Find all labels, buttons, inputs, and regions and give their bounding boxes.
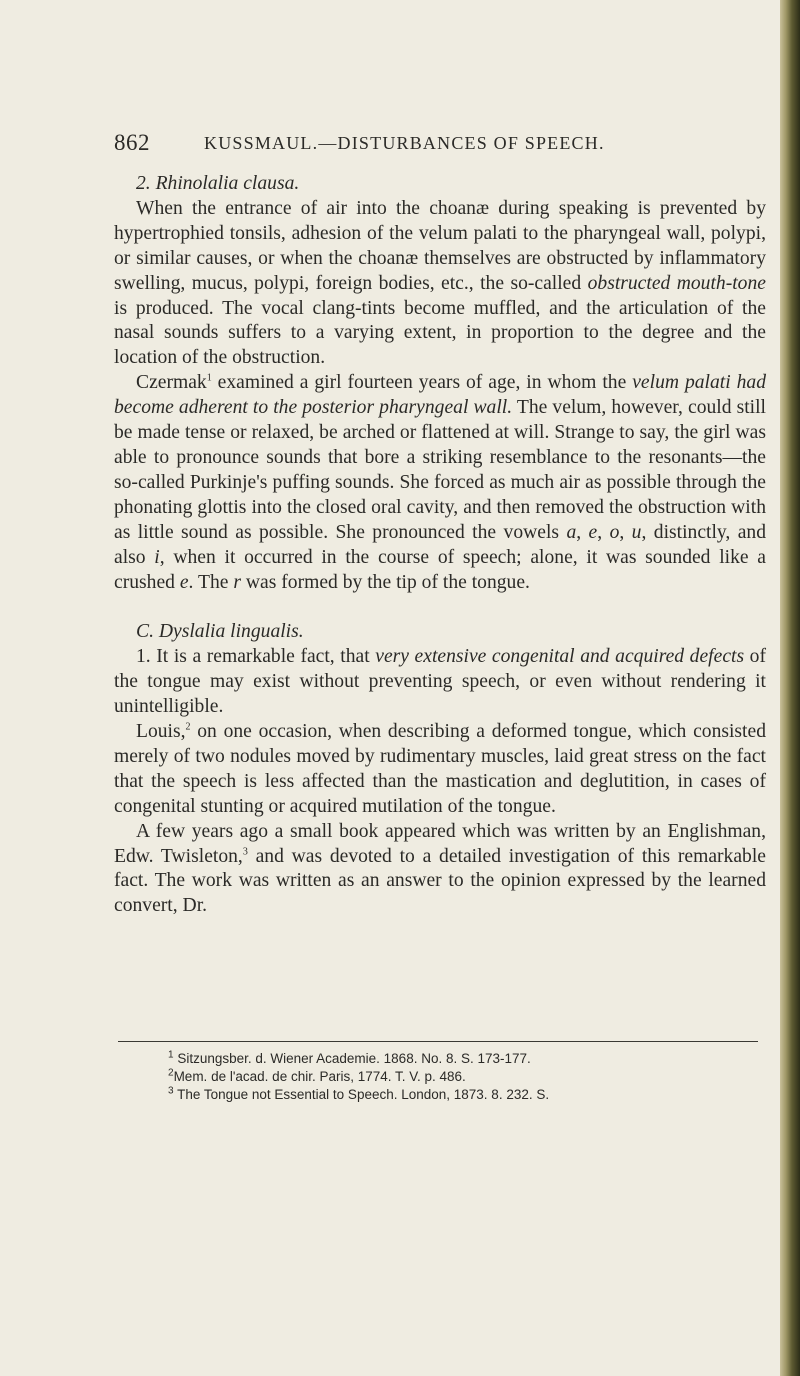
page-number: 862 — [114, 130, 150, 155]
paragraph: Czermak$^1$ examined a girl fourteen years of age, in whom the velum palati had become adherent to the posterior pharyngeal wall. The velum, however, could still be made tense or relaxed, be arched or flattened at will. Strange to say, the girl was able to pronounce sounds that bore a striking resemblance to the resonants—the so-called Purkinje's puffing sounds. She forced as much air as possible through the phonating glottis into the closed oral cavity, and then removed the obstruction with as little sound as possible. She pronounced the vowels a, e, o, u, distinctly, and also i, when it occurred in the course of speech; alone, it was sounded like a crushed e. The r was formed by the tip of the tongue. — [114, 372, 767, 593]
footnote-ref: 2 — [185, 721, 191, 733]
section-heading-dyslalia: C. Dyslalia lingualis. — [136, 621, 304, 643]
footnote: $^1$ Sitzungsber. d. Wiener Academie. 1868. No. 8. S. 173-177. — [168, 1049, 531, 1066]
paragraph: When the entrance of air into the choanæ during speaking is prevented by hypertrophied tonsils, adhesion of the velum palati to the pharyngeal wall, polypi, or similar causes, or when the choanæ themselves are obstructed by inflammatory swelling, mucus, polypi, foreign bodies, etc., the so-called obstructed mouth-tone is produced. The vocal clang-tints become muffled, and the articulation of the nasal sounds suffers to a varying extent, in proportion to the degree and the location of the obstruction. — [114, 197, 766, 369]
footnote-rule — [118, 1041, 758, 1042]
footnote: $^3$ The Tongue not Essential to Speech. London, 1873. 8. 232. S. — [168, 1085, 550, 1102]
running-title: KUSSMAUL.—DISTURBANCES OF SPEECH. — [204, 133, 605, 153]
paragraph: Louis,$^2$ on one occasion, when describing a deformed tongue, which consisted merely of two nodules moved by rudimentary muscles, laid great stress on the fact that the speech is less affected than the mastication and deglutition, in cases of congenital stunting or acquired mutilation of the tongue. — [114, 721, 766, 817]
footnote: $^2$Mem. de l'acad. de chir. Paris, 1774. T. V. p. 486. — [168, 1067, 466, 1084]
section-heading-rhinolalia: 2. Rhinolalia clausa. — [136, 173, 300, 194]
footnotes — [168, 1050, 768, 1104]
page-edge-shadow — [780, 0, 800, 1376]
body-text — [114, 172, 766, 919]
footnote-ref: 1 — [206, 372, 212, 384]
running-header — [114, 130, 764, 160]
paragraph: A few years ago a small book appeared which was written by an Englishman, Edw. Twisleton,$^3$ and was devoted to a detailed investigation of this remarkable fact. The work was written as an answer to the opinion expressed by the learned convert, Dr. — [114, 820, 766, 917]
footnote-ref: 3 — [242, 846, 248, 858]
paragraph: 1. It is a remarkable fact, that very extensive congenital and acquired defects of the tongue may exist without preventing speech, or even without rendering it unintelligible. — [114, 646, 766, 718]
